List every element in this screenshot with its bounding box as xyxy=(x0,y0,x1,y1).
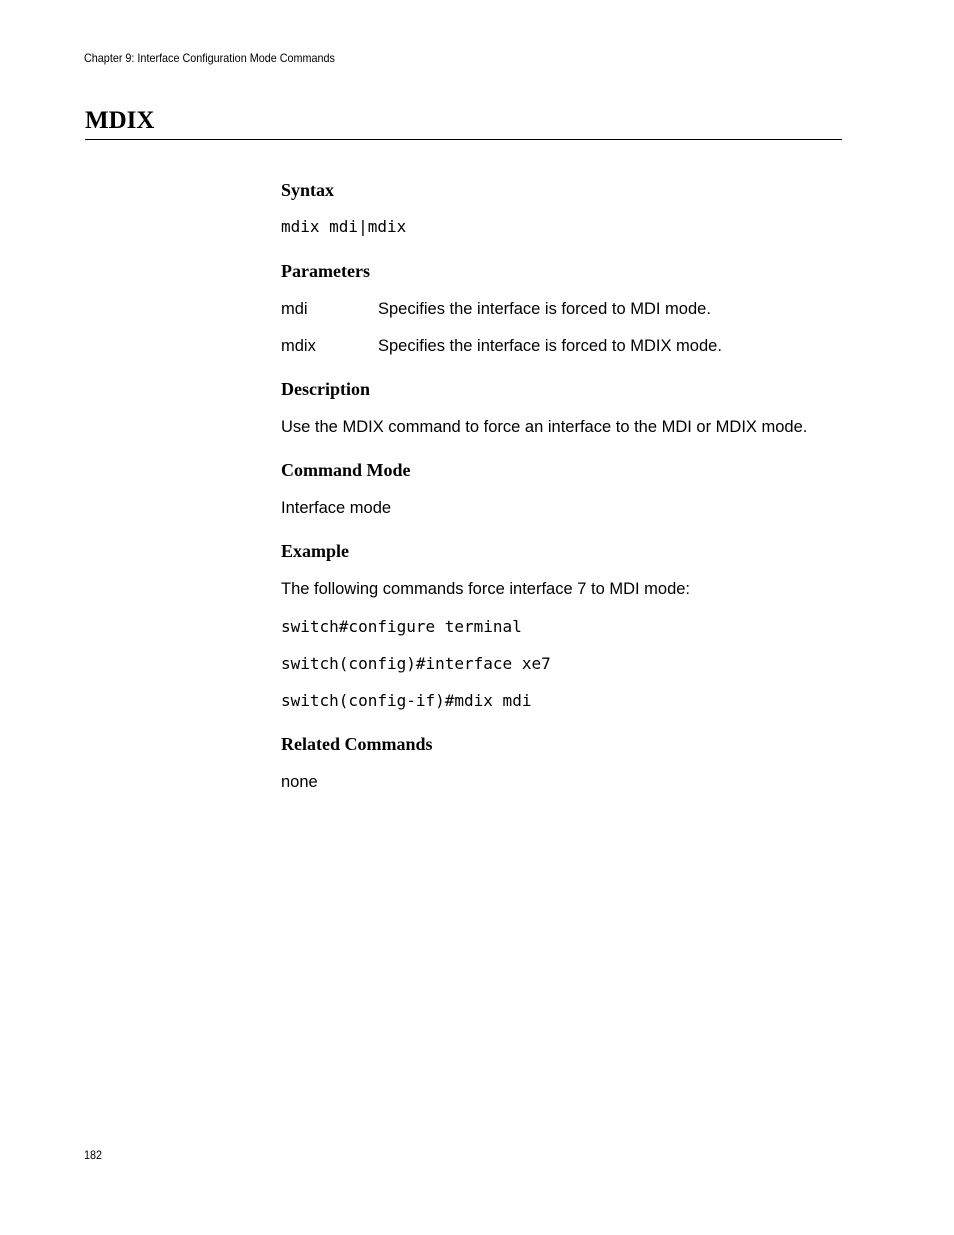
parameters-heading: Parameters xyxy=(281,261,370,281)
syntax-command: mdix mdi|mdix xyxy=(281,217,407,236)
description-heading: Description xyxy=(281,379,370,399)
parameter-name-mdix: mdix xyxy=(281,337,316,355)
title-rule xyxy=(85,139,842,140)
syntax-heading: Syntax xyxy=(281,180,335,200)
parameter-description-mdi: Specifies the interface is forced to MDI mode. xyxy=(378,300,711,318)
example-intro: The following commands force interface 7 to MDI mode: xyxy=(281,580,691,598)
description-text: Use the MDIX command to force an interface to the MDI or MDIX mode. xyxy=(281,418,808,436)
parameter-description-mdix: Specifies the interface is forced to MDIX mode. xyxy=(378,337,722,355)
parameter-name-mdi: mdi xyxy=(281,300,308,318)
related-commands-text: none xyxy=(281,773,318,791)
page-number: 182 xyxy=(84,1148,103,1162)
page-title: MDIX xyxy=(85,107,155,134)
command-mode-heading: Command Mode xyxy=(281,460,411,480)
example-line-1: switch#configure terminal xyxy=(281,617,522,636)
running-header: Chapter 9: Interface Configuration Mode Commands xyxy=(84,51,335,65)
example-heading: Example xyxy=(281,541,350,561)
command-mode-text: Interface mode xyxy=(281,499,392,517)
example-line-2: switch(config)#interface xe7 xyxy=(281,654,551,673)
related-commands-heading: Related Commands xyxy=(281,734,433,754)
example-line-3: switch(config-if)#mdix mdi xyxy=(281,691,532,710)
